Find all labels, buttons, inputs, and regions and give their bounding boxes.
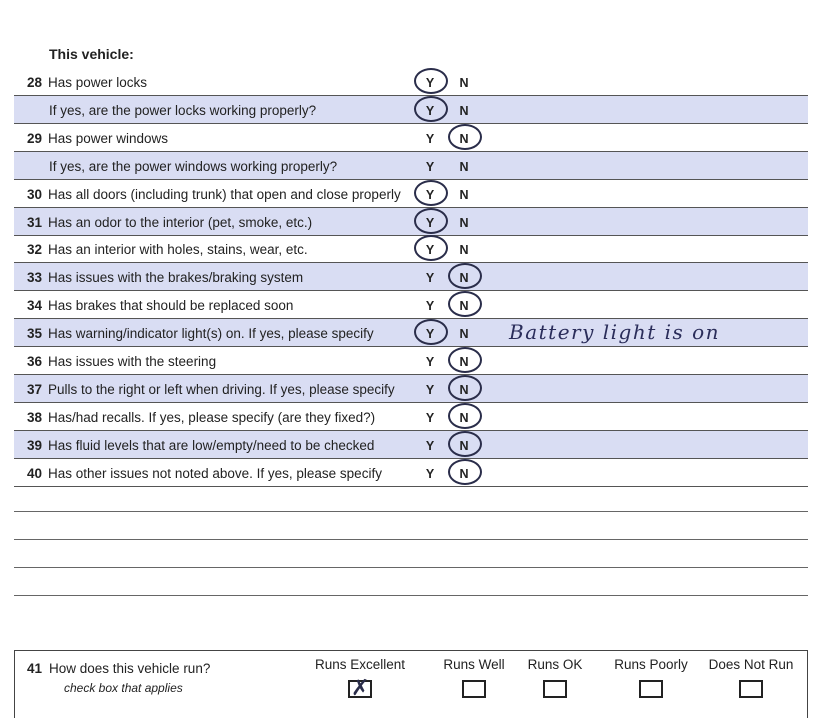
question-number: 28 bbox=[27, 75, 43, 90]
section-title: This vehicle: bbox=[49, 46, 134, 62]
yes-option[interactable]: Y bbox=[425, 299, 435, 314]
question-text: If yes, are the power locks working properly? bbox=[49, 102, 317, 118]
yes-option[interactable]: Y bbox=[425, 410, 435, 425]
answer-circle-mark bbox=[448, 375, 482, 401]
question-41-box bbox=[14, 650, 808, 718]
answer-circle-mark bbox=[448, 459, 482, 485]
blank-line bbox=[14, 539, 808, 540]
answer-circle-mark bbox=[414, 96, 448, 122]
yes-option[interactable]: Y bbox=[425, 327, 435, 342]
question-row bbox=[14, 68, 808, 96]
question-text: If yes, are the power windows working properly? bbox=[49, 158, 338, 174]
no-option[interactable]: N bbox=[459, 382, 469, 397]
no-option[interactable]: N bbox=[459, 215, 469, 230]
question-text: Has brakes that should be replaced soon bbox=[48, 298, 294, 314]
question-text: Has an interior with holes, stains, wear, etc. bbox=[48, 242, 308, 258]
answer-circle-mark bbox=[448, 291, 482, 317]
question-text: Pulls to the right or left when driving. If yes, please specify bbox=[48, 381, 395, 397]
run-option-label: Runs OK bbox=[527, 657, 583, 672]
question-number: 33 bbox=[27, 270, 43, 286]
no-option[interactable]: N bbox=[459, 438, 469, 453]
question-row bbox=[14, 319, 808, 347]
question-text: Has all doors (including trunk) that open and close properly bbox=[48, 186, 401, 202]
answer-circle-mark bbox=[414, 208, 448, 234]
check-mark-icon: ✗ bbox=[351, 676, 370, 701]
yes-option[interactable]: Y bbox=[425, 271, 435, 286]
answer-circle-mark bbox=[448, 124, 482, 150]
question-text: Has fluid levels that are low/empty/need to be checked bbox=[48, 437, 375, 453]
question-row bbox=[14, 291, 808, 319]
question-text: How does this vehicle run? bbox=[49, 661, 211, 676]
run-option-checkbox[interactable] bbox=[462, 680, 486, 698]
run-option-label: Runs Well bbox=[443, 657, 505, 672]
yes-option[interactable]: Y bbox=[425, 159, 435, 174]
question-number: 32 bbox=[27, 242, 43, 258]
question-number: 29 bbox=[27, 130, 43, 146]
answer-circle-mark bbox=[448, 431, 482, 457]
question-number: 38 bbox=[27, 409, 43, 425]
yes-option[interactable]: Y bbox=[425, 187, 435, 202]
no-option[interactable]: N bbox=[459, 355, 469, 369]
question-row bbox=[14, 263, 808, 291]
blank-line bbox=[14, 567, 808, 568]
question-text: Has other issues not noted above. If yes, please specify bbox=[48, 465, 382, 481]
blank-line bbox=[14, 511, 808, 512]
run-option-label: Does Not Run bbox=[708, 657, 794, 672]
question-row bbox=[14, 375, 808, 403]
yes-option[interactable]: Y bbox=[425, 215, 435, 230]
run-option-label: Runs Excellent bbox=[314, 657, 406, 672]
yes-option[interactable]: Y bbox=[425, 103, 435, 118]
no-option[interactable]: N bbox=[459, 103, 469, 118]
answer-circle-mark bbox=[448, 403, 482, 429]
question-text: Has an odor to the interior (pet, smoke, etc.) bbox=[48, 214, 313, 230]
yes-option[interactable]: Y bbox=[425, 466, 435, 481]
no-option[interactable]: N bbox=[459, 299, 469, 314]
question-row bbox=[14, 208, 808, 236]
no-option[interactable]: N bbox=[459, 131, 469, 146]
question-number: 37 bbox=[27, 381, 43, 397]
question-number: 35 bbox=[27, 326, 43, 342]
question-row bbox=[14, 152, 808, 180]
no-option[interactable]: N bbox=[459, 187, 469, 202]
question-number: 39 bbox=[27, 437, 43, 453]
run-option-checkbox[interactable] bbox=[348, 676, 372, 701]
run-option-checkbox[interactable] bbox=[543, 680, 567, 698]
yes-option[interactable]: Y bbox=[425, 76, 435, 90]
answer-circle-mark bbox=[414, 180, 448, 206]
question-number: 36 bbox=[27, 354, 43, 369]
run-option-checkbox[interactable] bbox=[739, 680, 763, 698]
question-number: 34 bbox=[27, 298, 43, 314]
question-row bbox=[14, 431, 808, 459]
question-row bbox=[14, 459, 808, 487]
question-text: Has issues with the brakes/braking system bbox=[48, 270, 304, 286]
yes-option[interactable]: Y bbox=[425, 438, 435, 453]
yes-option[interactable]: Y bbox=[425, 131, 435, 146]
question-text: Has power windows bbox=[48, 130, 169, 146]
run-option bbox=[300, 657, 420, 701]
run-option-checkbox[interactable] bbox=[639, 680, 663, 698]
answer-circle-mark bbox=[448, 263, 482, 289]
question-row bbox=[14, 235, 808, 263]
answer-circle-mark bbox=[414, 235, 448, 261]
no-option[interactable]: N bbox=[459, 76, 469, 90]
no-option[interactable]: N bbox=[459, 466, 469, 481]
handwritten-note: Battery light is on bbox=[509, 320, 721, 345]
question-text: Has power locks bbox=[48, 75, 148, 90]
question-number: 31 bbox=[27, 214, 43, 230]
answer-circle-mark bbox=[414, 319, 448, 345]
question-row bbox=[14, 403, 808, 431]
question-row bbox=[14, 180, 808, 208]
run-option bbox=[691, 657, 811, 698]
answer-circle-mark bbox=[448, 347, 482, 373]
question-number: 40 bbox=[27, 465, 43, 481]
no-option[interactable]: N bbox=[459, 243, 469, 258]
question-row bbox=[14, 347, 808, 375]
question-number: 30 bbox=[27, 186, 43, 202]
no-option[interactable]: N bbox=[459, 159, 469, 174]
yes-option[interactable]: Y bbox=[425, 382, 435, 397]
question-text: Has issues with the steering bbox=[48, 354, 217, 369]
yes-option[interactable]: Y bbox=[425, 355, 435, 369]
no-option[interactable]: N bbox=[459, 271, 469, 286]
question-hint: check box that applies bbox=[64, 681, 183, 695]
question-row bbox=[14, 124, 808, 152]
question-number: 41 bbox=[27, 661, 43, 676]
no-option[interactable]: N bbox=[459, 327, 469, 342]
answer-circle-mark bbox=[414, 68, 448, 94]
question-row bbox=[14, 96, 808, 124]
run-option-label: Runs Poorly bbox=[614, 657, 688, 672]
no-option[interactable]: N bbox=[459, 410, 469, 425]
yes-option[interactable]: Y bbox=[425, 243, 435, 258]
question-text: Has warning/indicator light(s) on. If yes, please specify bbox=[48, 326, 374, 342]
blank-line bbox=[14, 595, 808, 596]
question-text: Has/had recalls. If yes, please specify (are they fixed?) bbox=[48, 409, 376, 425]
